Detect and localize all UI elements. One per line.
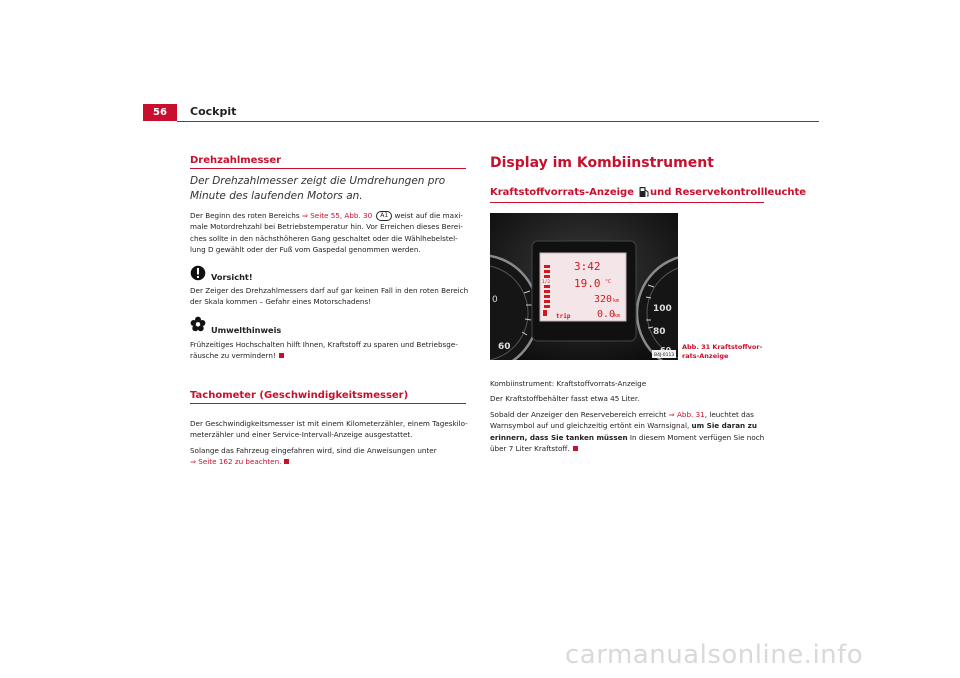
lcd-trip-unit: km (614, 313, 621, 319)
caution-notice (190, 265, 253, 282)
lcd-range-unit: km (613, 298, 620, 304)
heading-drehzahlmesser: Drehzahlmesser (190, 155, 282, 166)
paragraph: Solange das Fahrzeug eingefahren wird, sind die Anweisungen unter ⇒ Seite 162 zu beachten. (190, 445, 437, 467)
caution-text: Der Zeiger des Drehzahlmessers darf auf gar keinen Fall in den roten Bereich der Skala kommen – Gefahr eines Motorschadens! (190, 286, 469, 307)
body-fuel (490, 378, 770, 458)
figure-caption: Abb. 31 Kraftstoffvorrats-Anzeige (682, 343, 763, 360)
section-rule (490, 202, 764, 203)
header-title: Cockpit (190, 105, 237, 118)
end-mark (284, 459, 289, 464)
warning-icon (190, 265, 206, 281)
section-rule (190, 403, 466, 404)
paragraph: Kombiinstrument: Kraftstoffvorrats-Anzeige (490, 379, 647, 388)
lcd-range: 320 (594, 294, 613, 305)
env-notice (190, 316, 281, 335)
callout-badge: A1 (376, 211, 392, 221)
figure-code: B4J-0113 (654, 353, 675, 358)
lcd-temp: 19.0 (574, 277, 601, 290)
lcd-trip-label: trip (556, 313, 571, 320)
dial-right-label: 80 (653, 327, 666, 337)
paragraph: Der Geschwindigkeitsmesser ist mit einem Kilometerzähler, einem Tageskilometerzähler und einer Service-Intervall-Anzeige ausgestattet. (190, 419, 468, 440)
fuel-pump-icon (638, 186, 650, 198)
lcd-side-mark: 1/2 (542, 280, 551, 285)
lead-text: Der Drehzahlmesser zeigt die Umdrehungen pro Minute des laufenden Motors an. (190, 175, 446, 202)
body-tachometer (190, 418, 470, 472)
dial-right-label: 100 (653, 304, 672, 314)
flower-icon (190, 316, 206, 332)
paragraph: Der Kraftstoffbehälter fasst etwa 45 Liter. (490, 394, 640, 404)
xref-link[interactable]: ⇒ Seite 162 zu beachten. (190, 457, 282, 467)
xref-link[interactable]: ⇒ Abb. 31 (668, 409, 705, 419)
lcd-time: 3:42 (574, 260, 601, 273)
paragraph: Sobald der Anzeiger den Reservebereich erreicht ⇒ Abb. 31, leuchtet das Warnsymbol auf und gleichzeitig ertönt ein Warnsignal, um Sie daran zu erinnern, dass Sie tanken müssen In diesem Moment verfügen Sie noch über 7 Liter Kraftstoff. (490, 409, 765, 454)
cluster-illustration (490, 213, 678, 360)
env-text: Frühzeitiges Hochschalten hilft Ihnen, Kraftstoff zu sparen und Betriebsgeräusche zu vermindern! (190, 340, 458, 361)
end-mark (573, 446, 578, 451)
heading-tachometer: Tachometer (Geschwindigkeitsmesser) (190, 390, 409, 401)
xref-link[interactable]: ⇒ Seite 55, Abb. 30 (301, 211, 373, 220)
lcd-temp-unit: °C (605, 279, 612, 285)
dial-left-label: 0 (492, 295, 498, 305)
dial-left-label: 60 (498, 342, 511, 352)
body-drehzahl: Der Beginn des roten Bereichs ⇒ Seite 55, Abb. 30 A1 weist auf die maximale Motordrehzahl bei Betriebstemperatur hin. Vor Erreichen dieses Bereiches sollte in den nächsthöheren Gang geschaltet oder die Wählhebelstellung D gewählt oder der Fuß vom Gaspedal genommen werden. (190, 211, 463, 255)
header-rule (177, 121, 819, 122)
page-number: 56 (143, 104, 177, 121)
section-rule (190, 168, 466, 169)
figure-instrument-cluster (490, 213, 678, 360)
page-section-title: Display im Kombiinstrument (490, 155, 714, 171)
end-mark (279, 353, 284, 358)
env-title: Umwelthinweis (211, 325, 282, 335)
watermark: carmanualsonline.info (565, 640, 864, 670)
lcd-fuel-icon (543, 310, 547, 316)
caution-title: Vorsicht! (211, 272, 253, 282)
subheading-fuel: Kraftstoffvorrats-Anzeige und Reservekontrollleuchte (490, 186, 807, 198)
lcd-trip: 0.0 (597, 309, 616, 320)
